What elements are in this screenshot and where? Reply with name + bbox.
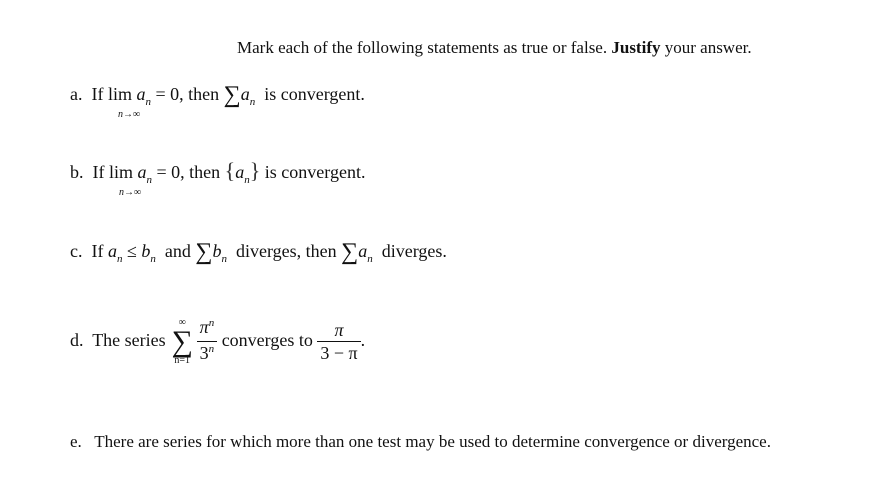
sum-top: ∞	[178, 316, 186, 328]
sum-sym: ∑	[171, 324, 193, 358]
sub-n-c4: n	[367, 253, 373, 265]
a-n-b2: a	[235, 162, 245, 182]
sigma-c2: ∑	[341, 239, 359, 265]
instruction-prefix: Mark each of the following statements as true or false.	[237, 38, 608, 57]
sub-n-c1: n	[117, 253, 123, 265]
sub-n-c3: n	[221, 253, 227, 265]
sigma-c1: ∑	[195, 239, 213, 265]
a-n-c2: a	[358, 241, 368, 261]
statement-b	[70, 158, 366, 198]
lim-under-a: n→∞	[118, 109, 141, 120]
a-n-a2: a	[240, 84, 250, 104]
instruction	[237, 37, 752, 59]
tail-a: is convergent.	[264, 84, 365, 104]
tail-b: is convergent.	[264, 162, 366, 182]
statement-d	[70, 315, 365, 367]
brace-close-b: }	[249, 158, 261, 183]
instruction-bold: Justify	[611, 38, 661, 57]
if-c: If	[91, 241, 104, 261]
text-d: The series	[92, 330, 166, 350]
a-n-b: a	[137, 162, 147, 182]
b-n-c2: b	[212, 241, 222, 261]
label-d: d.	[70, 330, 84, 350]
eq-b: = 0, then	[156, 162, 221, 182]
term-fraction	[197, 316, 218, 367]
label-e: e.	[70, 432, 82, 451]
three-den: 3	[199, 343, 209, 364]
sup-n-den: n	[208, 343, 215, 356]
lim-a: lim	[108, 84, 133, 104]
conv-d: converges to	[221, 330, 313, 350]
a-n-c: a	[108, 241, 117, 261]
lim-b: lim	[109, 162, 134, 182]
pi-num: π	[199, 317, 209, 338]
sub-n-a1: n	[145, 96, 152, 108]
statement-e	[70, 431, 771, 453]
if-b: If	[92, 162, 105, 182]
sub-n-b2: n	[244, 174, 250, 186]
sum-bot: n=1	[174, 354, 190, 366]
text-e: There are series for which more than one test may be used to determine convergence or divergence.	[94, 432, 771, 451]
limit-fraction	[317, 319, 360, 364]
lim-under-b: n→∞	[119, 187, 142, 198]
sup-n-num: n	[208, 317, 215, 330]
sub-n-b1: n	[146, 174, 153, 186]
statement-a	[70, 82, 365, 120]
dot-d: .	[360, 330, 366, 350]
sigma-a: ∑	[223, 82, 241, 108]
if-a: If	[91, 84, 104, 104]
pi-num2: π	[334, 320, 344, 341]
label-a: a.	[70, 84, 83, 104]
brace-open-b: {	[224, 158, 236, 183]
statement-c	[70, 239, 447, 265]
b-n-c: b	[141, 241, 151, 261]
den-d: 3 − π	[317, 341, 360, 364]
label-c: c.	[70, 241, 83, 261]
eq-a: = 0, then	[155, 84, 220, 104]
label-b: b.	[70, 162, 84, 182]
sub-n-a2: n	[249, 96, 256, 108]
sub-n-c2: n	[150, 253, 156, 265]
and-c: and	[164, 241, 191, 261]
instruction-suffix: your answer.	[664, 38, 752, 57]
series-sum	[170, 318, 194, 366]
le-c: ≤	[127, 241, 137, 261]
div1-c: diverges, then	[236, 241, 337, 261]
a-n-a: a	[136, 84, 146, 104]
div2-c: diverges.	[381, 241, 447, 261]
